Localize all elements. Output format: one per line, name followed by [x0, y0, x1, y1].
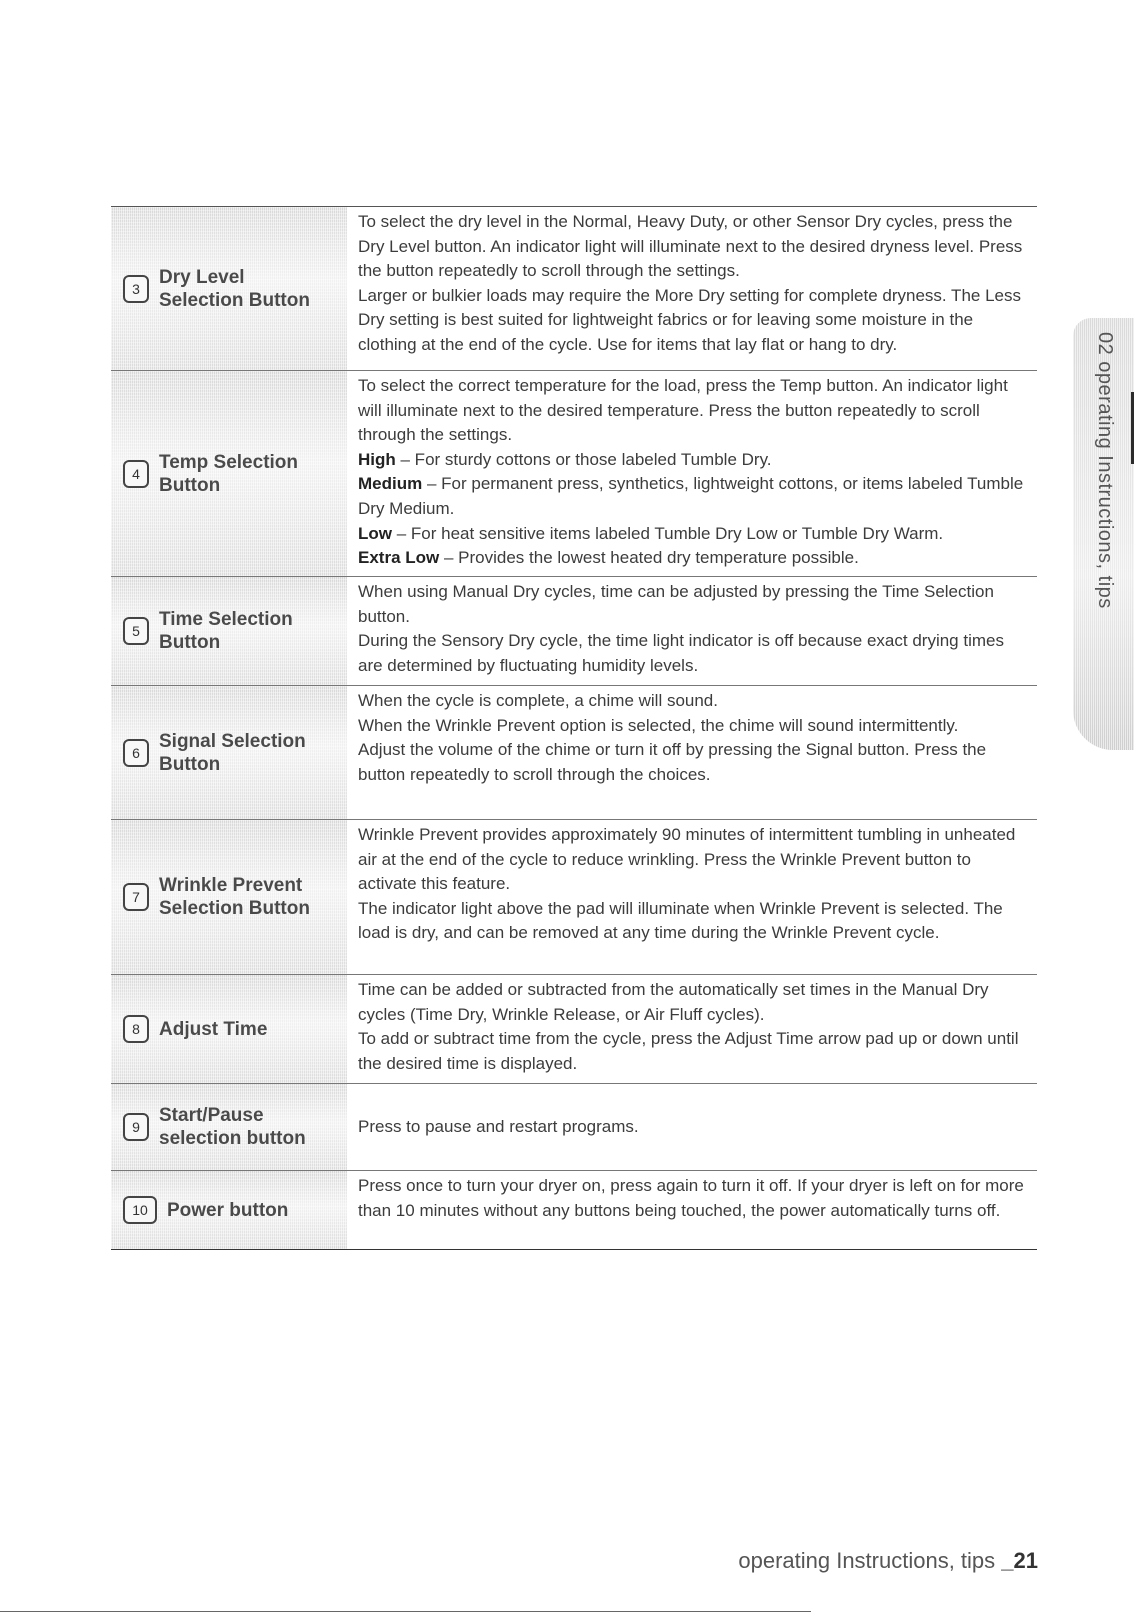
table-row — [111, 207, 1037, 371]
table-row — [111, 820, 1037, 975]
description-paragraph — [358, 210, 1031, 284]
row-label: Power button — [167, 1199, 289, 1221]
number-badge: 6 — [123, 739, 149, 767]
row-label: Adjust Time — [159, 1018, 268, 1040]
row-label-cell — [111, 1171, 347, 1249]
paragraph-text: To select the correct temperature for the load, press the Temp button. An indicator light will illuminate next to the desired temperature. Press the button repeatedly to scroll through the settings. — [358, 376, 1008, 445]
description-paragraph — [358, 472, 1031, 521]
row-label-cell — [111, 686, 347, 819]
row-label: Wrinkle Prevent Selection Button — [159, 875, 310, 919]
description-paragraph — [358, 629, 1031, 678]
table-row — [111, 1084, 1037, 1171]
row-description — [347, 686, 1037, 819]
row-label-cell — [111, 975, 347, 1083]
page-footer — [738, 1548, 1038, 1574]
number-badge: 4 — [123, 460, 149, 488]
description-text — [358, 580, 1031, 678]
description-paragraph — [358, 714, 1031, 739]
row-label-cell — [111, 577, 347, 685]
paragraph-text: Wrinkle Prevent provides approximately 90 minutes of intermittent tumbling in unheated air at the end of the cycle to reduce wrinkling. Press the Wrinkle Prevent button to activate this feature. — [358, 825, 1016, 894]
setting-term: Extra Low — [358, 548, 440, 568]
paragraph-text: – For heat sensitive items labeled Tumble Dry Low or Tumble Dry Warm. — [392, 523, 944, 543]
number-badge: 9 — [123, 1113, 149, 1141]
description-paragraph — [358, 978, 1031, 1027]
description-paragraph — [358, 1115, 639, 1140]
row-label: Signal Selection Button — [159, 730, 306, 775]
number-badge: 5 — [123, 617, 149, 645]
setting-term: High — [358, 449, 396, 469]
paragraph-text: Press once to turn your dryer on, press again to turn it off. If your dryer is left on for more than 10 minutes without any buttons being touched, the power automatically turns off. — [358, 1176, 1024, 1220]
paragraph-text: Time can be added or subtracted from the automatically set times in the Manual Dry cycles (Time Dry, Wrinkle Release, or Air Fluff cycles). — [358, 980, 989, 1024]
row-description — [347, 1084, 1037, 1170]
table-row — [111, 686, 1037, 820]
table-row — [111, 577, 1037, 686]
paragraph-text: Adjust the volume of the chime or turn it off by pressing the Signal button. Press the button repeatedly to scroll through the choices. — [358, 740, 987, 784]
description-paragraph — [358, 738, 1031, 787]
description-text — [358, 689, 1031, 787]
row-description — [347, 975, 1037, 1083]
paragraph-text: During the Sensory Dry cycle, the time light indicator is off because exact drying times are determined by fluctuating humidity levels. — [358, 631, 1004, 675]
description-text — [358, 978, 1031, 1076]
setting-term: Low — [358, 523, 392, 543]
number-badge: 3 — [123, 275, 149, 303]
number-badge: 10 — [123, 1196, 157, 1224]
row-description — [347, 820, 1037, 974]
description-text — [358, 1174, 1031, 1223]
paragraph-text: To select the dry level in the Normal, Heavy Duty, or other Sensor Dry cycles, press the Dry Level button. An indicator light will illuminate next to the desired dryness level. Press the button repeatedly to scroll through the settings. — [358, 212, 1023, 281]
paragraph-text: When using Manual Dry cycles, time can be adjusted by pressing the Time Selection button. — [358, 582, 994, 626]
paragraph-text: The indicator light above the pad will illuminate when Wrinkle Prevent is selected. The load is dry, and can be removed at any time during the Wrinkle Prevent cycle. — [358, 898, 1003, 943]
description-paragraph — [358, 522, 1031, 547]
description-paragraph — [358, 1027, 1031, 1076]
row-label-cell — [111, 371, 347, 576]
description-paragraph — [358, 284, 1031, 358]
page-number: _21 — [1001, 1548, 1038, 1573]
row-description — [347, 577, 1037, 685]
description-text — [358, 823, 1031, 946]
description-text — [358, 1115, 639, 1140]
table-row — [111, 371, 1037, 577]
row-label: Temp Selection Button — [159, 451, 299, 496]
controls-table — [111, 206, 1037, 1250]
number-badge: 7 — [123, 883, 149, 911]
description-paragraph — [358, 1174, 1031, 1223]
paragraph-text: – Provides the lowest heated dry temperature possible. — [439, 548, 859, 568]
paragraph-text: Larger or bulkier loads may require the More Dry setting for complete dryness. The Less Dry setting is best suited for lightweight fabrics or for leaving some moisture in the clothing at the end of the cycle. Use for items that lay flat or hang to dry. — [358, 285, 1021, 354]
setting-term: Medium — [358, 474, 423, 494]
bottom-rule — [0, 1611, 811, 1612]
row-label-cell — [111, 1084, 347, 1170]
paragraph-text: When the Wrinkle Prevent option is selected, the chime will sound intermittently. — [358, 715, 959, 735]
description-paragraph — [358, 689, 1031, 714]
paragraph-text: To add or subtract time from the cycle, press the Adjust Time arrow pad up or down until the desired time is displayed. — [358, 1029, 1019, 1073]
side-tab-label: 02 operating Instructions, tips — [1094, 332, 1116, 609]
description-paragraph — [358, 374, 1031, 448]
description-text — [358, 210, 1031, 358]
paragraph-text: – For permanent press, synthetics, lightweight cottons, or items labeled Tumble Dry Medium. — [358, 474, 1024, 518]
row-label-cell — [111, 820, 347, 974]
description-paragraph — [358, 448, 1031, 473]
row-label: Start/Pause selection button — [159, 1105, 306, 1149]
paragraph-text: When the cycle is complete, a chime will sound. — [358, 691, 718, 710]
row-label: Time Selection Button — [159, 609, 293, 653]
description-text — [358, 374, 1031, 571]
table-row — [111, 1171, 1037, 1249]
row-description — [347, 207, 1037, 370]
number-badge: 8 — [123, 1015, 149, 1043]
description-paragraph — [358, 823, 1031, 897]
row-description — [347, 371, 1037, 576]
description-paragraph — [358, 546, 1031, 571]
description-paragraph — [358, 580, 1031, 629]
table-row — [111, 975, 1037, 1084]
paragraph-text: Press to pause and restart programs. — [358, 1117, 639, 1137]
row-label-cell — [111, 207, 347, 370]
footer-section-title: operating Instructions, tips — [738, 1548, 1002, 1573]
row-label: Dry Level Selection Button — [159, 266, 310, 311]
paragraph-text: – For sturdy cottons or those labeled Tumble Dry. — [395, 449, 772, 469]
row-description — [347, 1171, 1037, 1249]
description-paragraph — [358, 897, 1031, 946]
